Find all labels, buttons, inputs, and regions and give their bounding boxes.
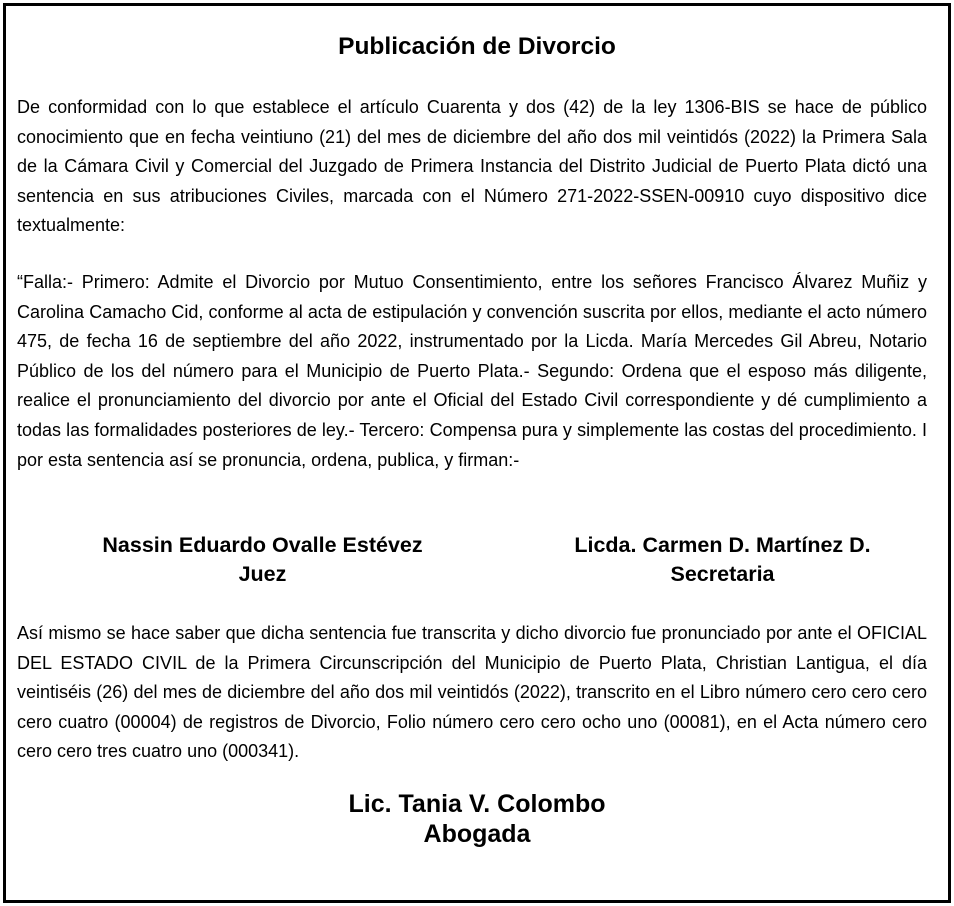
secretary-role: Secretaria bbox=[670, 562, 775, 586]
judge-signature-block bbox=[40, 531, 485, 589]
secretary-name: Licda. Carmen D. Martínez D. bbox=[574, 533, 871, 557]
lawyer-role: Abogada bbox=[423, 820, 531, 848]
secretary-signature-block bbox=[500, 531, 945, 589]
judge-role: Juez bbox=[238, 562, 287, 586]
notice-paragraph-intro: De conformidad con lo que establece el artículo Cuarenta y dos (42) de la ley 1306-BIS se hace de público conocimiento que en fecha veintiuno (21) del mes de diciembre del año dos mil veintidós (2022) la Primera Sala de la Cámara Civil y Comercial del Juzgado de Primera Instancia del Distrito Judicial de Puerto Plata dictó una sentencia en sus atribuciones Civiles, marcada con el Número 271-2022-SSEN-00910 cuyo dispositivo dice textualmente: bbox=[17, 97, 927, 236]
notice-paragraph-ruling: “Falla:- Primero: Admite el Divorcio por Mutuo Consentimiento, entre los señores Francisco Álvarez Muñiz y Carolina Camacho Cid, conforme al acta de estipulación y convención suscrita por ellos, mediante el acto número 475, de fecha 16 de septiembre del año 2022, instrumentado por la Licda. María Mercedes Gil Abreu, Notario Público de los del número para el Municipio de Puerto Plata.- Segundo: Ordena que el esposo más diligente, realice el pronunciamiento del divorcio por ante el Oficial del Estado Civil correspondiente y dé cumplimiento a todas las formalidades posteriores de ley.- Tercero: Compensa pura y simplemente las costas del procedimiento. I por esta sentencia así se pronuncia, ordena, publica, y firman:- bbox=[17, 272, 927, 470]
notice-title: Publicación de Divorcio bbox=[338, 33, 616, 60]
judge-name: Nassin Eduardo Ovalle Estévez bbox=[102, 533, 423, 557]
notice-paragraph-registration: Así mismo se hace saber que dicha sentencia fue transcrita y dicho divorcio fue pronunciado por ante el OFICIAL DEL ESTADO CIVIL de la Primera Circunscripción del Municipio de Puerto Plata, Christian Lantigua, el día veintiséis (26) del mes de diciembre del año dos mil veintidós (2022), transcrito en el Libro número cero cero cero cero cuatro (00004) de registros de Divorcio, Folio número cero cero ocho uno (00081), en el Acta número cero cero cero tres cuatro uno (000341). bbox=[17, 623, 927, 762]
lawyer-signature-block bbox=[0, 789, 954, 849]
lawyer-name: Lic. Tania V. Colombo bbox=[348, 790, 606, 818]
